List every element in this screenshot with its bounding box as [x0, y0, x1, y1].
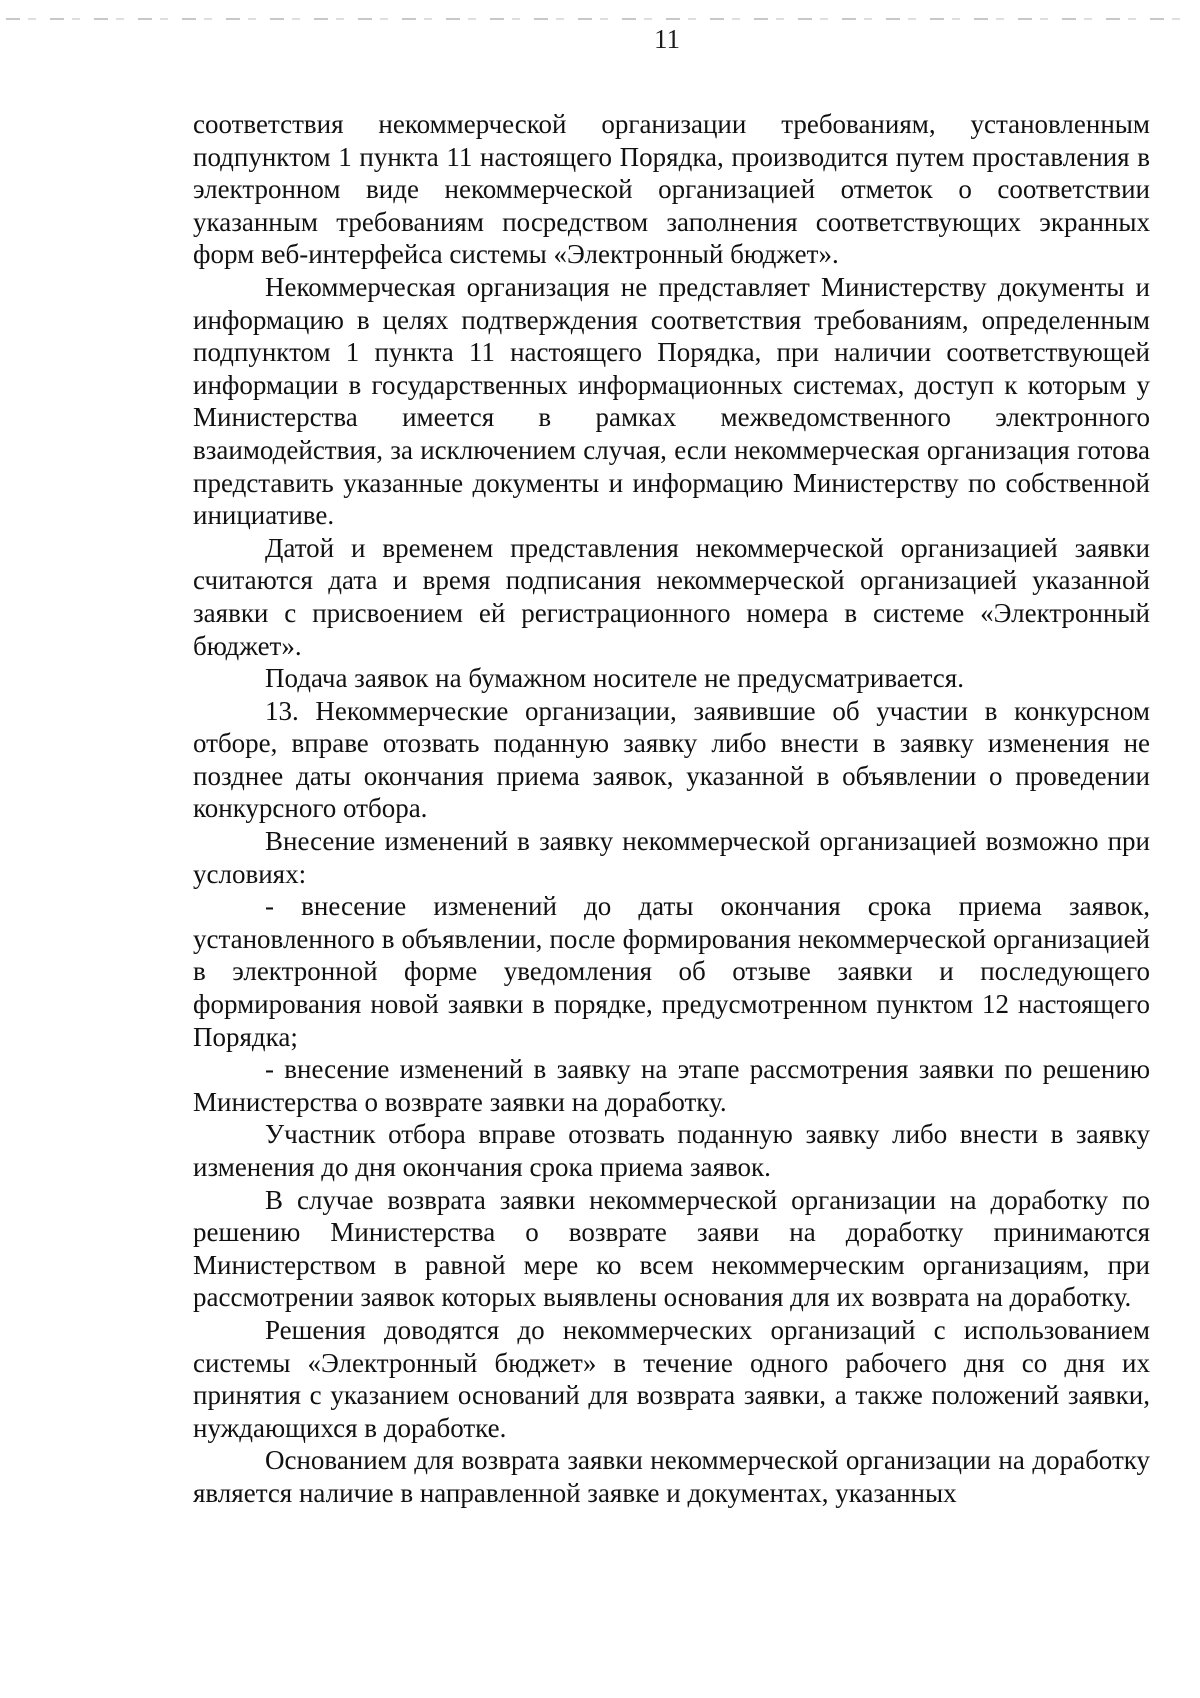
paragraph-6: Внесение изменений в заявку некоммерческой организацией возможно при условиях:	[193, 826, 1150, 889]
paragraph-1: соответствия некоммерческой организации требованиям, установленным подпунктом 1 пункта 11 настоящего Порядка, производится путем проставления в электронном виде некоммерческой организацией отметок о соответствии указанным требованиям посредством заполнения соответствующих экранных форм веб-интерфейса системы «Электронный бюджет».	[193, 109, 1150, 270]
paragraph-2: Некоммерческая организация не представляет Министерству документы и информацию в целях подтверждения соответствия требованиям, определенным подпунктом 1 пункта 11 настоящего Порядка, при наличии соответствующей информации в государственных информационных системах, доступ к которым у Министерства имеется в рамках межведомственного электронного взаимодействия, за исключением случая, если некоммерческая организация готова представить указанные документы и информацию Министерству по собственной инициативе.	[193, 271, 1150, 531]
paragraph-9: Решения доводятся до некоммерческих организаций с использованием системы «Электронный бюджет» в течение одного рабочего дня со дня их принятия с указанием оснований для возврата заявки, а также положений заявки, нуждающихся в доработке.	[193, 1314, 1150, 1443]
document-body	[193, 108, 1150, 1510]
list-item-1: - внесение изменений до даты окончания срока приема заявок, установленного в объявлении, после формирования некоммерческой организацией в электронной форме уведомления об отзыве заявки и последующего формирования новой заявки в порядке, предусмотренном пунктом 12 настоящего Порядка;	[193, 891, 1150, 1052]
paragraph-4: Подача заявок на бумажном носителе не предусматривается.	[265, 663, 964, 694]
paragraph-5-item-13: 13. Некоммерческие организации, заявившие об участии в конкурсном отборе, вправе отозвать поданную заявку либо внести в заявку изменения не позднее даты окончания приема заявок, указанной в объявлении о проведении конкурсного отбора.	[193, 695, 1150, 824]
paragraph-10: Основанием для возврата заявки некоммерческой организации на доработку является наличие в направленной заявке и документах, указанных	[193, 1445, 1150, 1508]
page-number: 11	[654, 24, 680, 54]
paragraph-8: В случае возврата заявки некоммерческой организации на доработку по решению Министерства о возврате заяви на доработку принимаются Министерством в равной мере ко всем некоммерческим организациям, при рассмотрении заявок которых выявлены основания для их возврата на доработку.	[193, 1184, 1150, 1313]
paragraph-3: Датой и временем представления некоммерческой организацией заявки считаются дата и время подписания некоммерческой организацией указанной заявки с присвоением ей регистрационного номера в системе «Электронный бюджет».	[193, 532, 1150, 661]
list-item-2: - внесение изменений в заявку на этапе рассмотрения заявки по решению Министерства о возврате заявки на доработку.	[193, 1054, 1150, 1117]
scan-artifact-line	[6, 18, 1194, 20]
paragraph-7: Участник отбора вправе отозвать поданную заявку либо внести в заявку изменения до дня окончания срока приема заявок.	[193, 1119, 1150, 1182]
